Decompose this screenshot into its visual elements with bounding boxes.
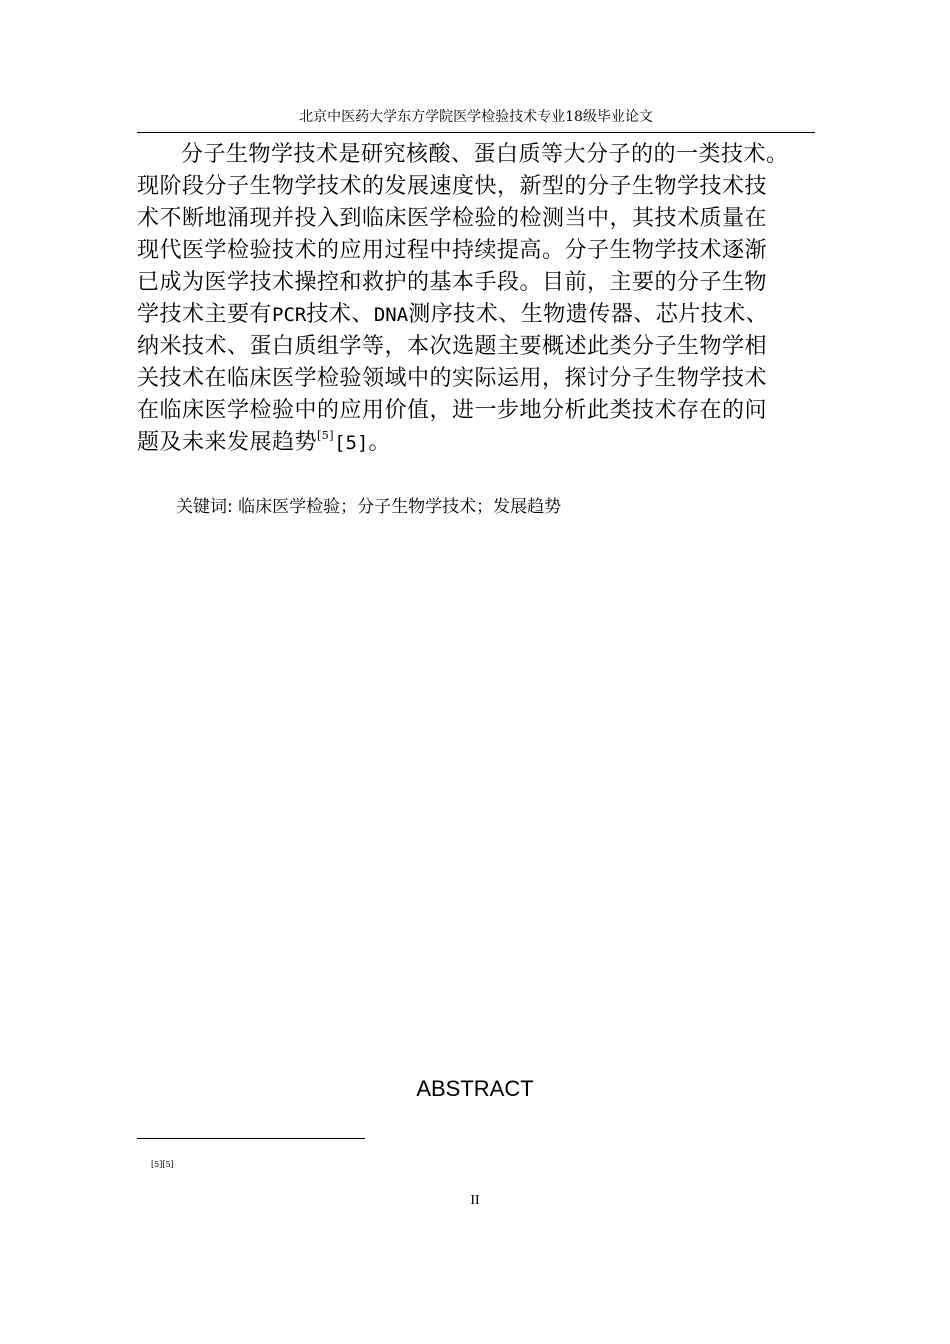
body-line: 术不断地涌现并投入到临床医学检验的检测当中，其技术质量在 xyxy=(137,206,768,231)
body-line: 现代医学检验技术的应用过程中持续提高。分子生物学技术逐渐 xyxy=(137,238,768,263)
body-text: 学技术主要有 xyxy=(137,302,273,327)
footnote-text: [5][5] xyxy=(151,1160,174,1169)
abbreviation-dna: DNA xyxy=(373,304,409,326)
abbreviation-pcr: PCR xyxy=(272,304,307,326)
header-rule xyxy=(137,132,815,133)
body-paragraph xyxy=(137,139,815,459)
body-text: 测序技术、生物遗传器、芯片技术、 xyxy=(408,302,769,327)
body-line: 已成为医学技术操控和救护的基本手段。目前，主要的分子生物 xyxy=(137,270,768,295)
page-number: II xyxy=(470,1193,480,1208)
footnote-rule xyxy=(137,1138,365,1139)
body-line: 现阶段分子生物学技术的发展速度快，新型的分子生物学技术技 xyxy=(137,174,768,199)
abstract-heading: ABSTRACT xyxy=(416,1076,534,1101)
keywords-label: 关键词: xyxy=(176,497,233,517)
footnote-reference[interactable]: [5] xyxy=(317,429,335,442)
body-line: 在临床医学检验中的应用价值，进一步地分析此类技术存在的问 xyxy=(137,398,768,423)
body-line: 关技术在临床医学检验领域中的实际运用，探讨分子生物学技术 xyxy=(137,366,768,391)
citation-reference[interactable]: [5] xyxy=(334,432,369,454)
body-text: 技术、 xyxy=(306,302,374,327)
keywords-value: 临床医学检验；分子生物学技术；发展趋势 xyxy=(238,497,562,517)
body-line xyxy=(137,427,815,459)
body-line: 分子生物学技术是研究核酸、蛋白质等大分子的的一类技术。 xyxy=(181,142,789,167)
body-text: 。 xyxy=(368,430,391,455)
keywords-line xyxy=(176,492,561,517)
body-line xyxy=(137,299,815,331)
body-text: 题及未来发展趋势 xyxy=(137,430,318,455)
body-line: 纳米技术、蛋白质组学等，本次选题主要概述此类分子生物学相 xyxy=(137,334,768,359)
running-header: 北京中医药大学东方学院医学检验技术专业18级毕业论文 xyxy=(299,109,653,125)
